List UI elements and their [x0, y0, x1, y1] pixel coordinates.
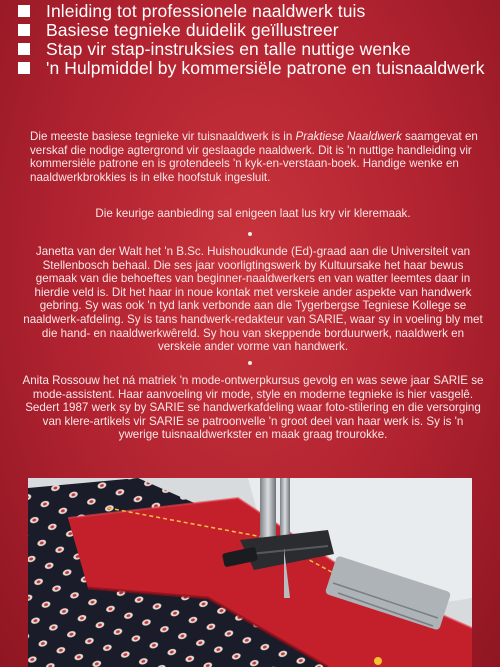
feature-text: Inleiding tot professionele naaldwerk tuis [46, 1, 366, 21]
feature-text: Basiese tegnieke duidelik geïllustreer [46, 20, 339, 40]
bullet-square-icon [18, 24, 30, 36]
bullet-square-icon [18, 43, 30, 55]
feature-text: Stap vir stap-instruksies en talle nuttige wenke [46, 39, 411, 59]
offer-line: Die keurige aanbieding sal enigeen laat lus kry vir kleremaak. [95, 207, 411, 220]
intro-text-before: Die meeste basiese tegnieke vir tuisnaaldwerk is in [30, 130, 296, 143]
author-bio-anita: Anita Rossouw het ná matriek 'n mode-ontwerpkursus gevolg en was sewe jaar SARIE se mode-assistent. Haar aanvoeling vir mode, style en moderne tegnieke is hier vasgelê. Sedert 1987 werk sy by SARIE se handwerkafdeling waar foto-stilering en die versorging van klere-artikels vir SARIE se patroonvelle 'n groot deel van haar werk is. Sy is 'n ywerige tuisnaaldwerkster en maak graag trourokke. [22, 374, 484, 442]
author-bio-janetta: Janetta van der Walt het 'n B.Sc. Huishoudkunde (Ed)-graad aan die Universiteit van Stellenbosch behaal. Die ses jaar voorligtingswerk by Kultuursake het haar bewus gemaak van die behoeftes van beginner-naaldwerkers en van watter leemtes daar in hierdie veld is. Dit het haar in noue kontak met verskeie ander aspekte van handwerk gebring. Sy was ook 'n tyd lank verbonde aan die Tygerbergse Tegniese Kollege se naaldwerk-afdeling. Sy is tans handwerk-redakteur van SARIE, waar sy in voeling bly met die hand- en naaldwerkwêreld. Sy hou van skeppende borduurwerk, naaldwerk en verskeie ander vorme van handwerk. [23, 245, 483, 354]
bullet-square-icon [18, 5, 30, 17]
book-title: Praktiese Naaldwerk [295, 130, 402, 143]
separator-dot [248, 232, 252, 236]
feature-item [18, 59, 493, 78]
bullet-square-icon [18, 62, 30, 74]
intro-paragraph [30, 130, 485, 184]
feature-item [18, 40, 493, 59]
feature-item [18, 21, 493, 40]
separator-dot [248, 361, 252, 365]
feature-list [18, 2, 493, 78]
sewing-machine-photo [28, 478, 472, 667]
sewing-machine-illustration [28, 478, 472, 667]
feature-item [18, 2, 493, 21]
feature-text: 'n Hulpmiddel by kommersiële patrone en tuisnaaldwerk [46, 58, 485, 78]
intro-text-after: saamgevat en verskaf die nodige agtergrond vir geslaagde naaldwerk. Dit is 'n nuttige handleiding vir kommersiële patrone en is grotendeels 'n kyk-en-verstaan-boek. Handige wenke en naaldwerkbrokkies is in elke hoofstuk ingesluit. [30, 130, 478, 184]
